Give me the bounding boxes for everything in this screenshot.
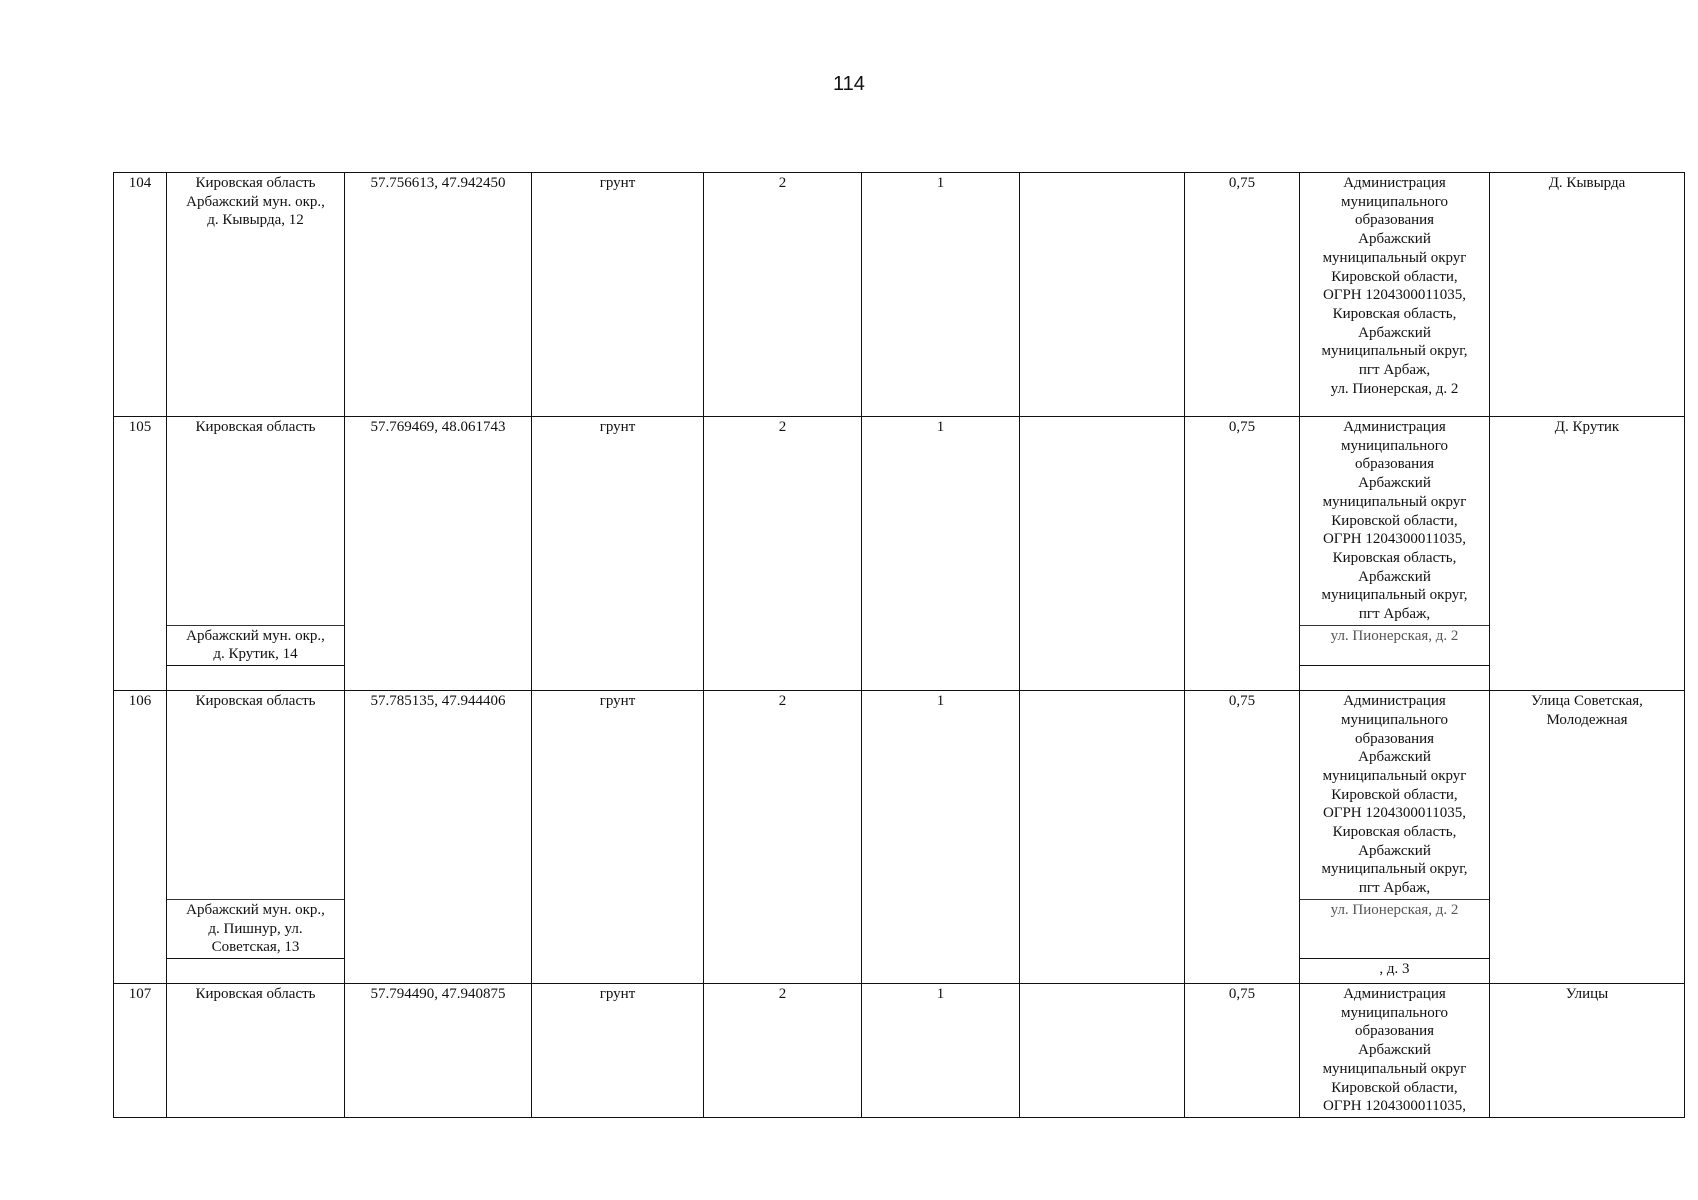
served-area-text: Улица Советская, Молодежная — [1531, 693, 1643, 728]
address-text: Арбажский мун. окр., д. Крутик, 14 — [186, 627, 325, 663]
row-number: 107 — [114, 983, 167, 1117]
address-cell — [167, 899, 345, 958]
owner-cell — [1300, 691, 1490, 900]
owner-text: Администрация муниципального образования Арбажский муниципальный округ Кировской области, ОГРН 1204300011035, Кировская область, Арбажский муниципальный округ, пгт Арбаж, — [1321, 419, 1468, 623]
address-cell — [167, 625, 345, 665]
row-number: 104 — [114, 173, 167, 417]
empty-cell — [1020, 417, 1185, 691]
surface-cell: грунт — [532, 691, 704, 984]
count-cell: 2 — [704, 691, 862, 984]
owner-text: Администрация муниципального образования Арбажский муниципальный округ Кировской области, ОГРН 1204300011035, Кировская область, Арбажский муниципальный округ, пгт Арбаж, — [1321, 693, 1468, 897]
served-area-cell — [1490, 691, 1685, 984]
empty-cell — [1020, 691, 1185, 984]
count-cell: 2 — [704, 983, 862, 1117]
volume-cell: 0,75 — [1185, 173, 1300, 417]
table-row-104 — [114, 173, 1685, 417]
served-area-cell — [1490, 173, 1685, 417]
owner-cell — [1300, 173, 1490, 417]
owner-cell: ул. Пионерская, д. 2 — [1300, 625, 1490, 665]
count-cell: 1 — [862, 173, 1020, 417]
owner-text: Администрация муниципального образования Арбажский муниципальный округ Кировской области, ОГРН 1204300011035, — [1322, 985, 1467, 1115]
owner-cell — [1300, 983, 1490, 1117]
served-area-text: Д. Кывырда — [1548, 175, 1626, 191]
coordinates-cell: 57.756613, 47.942450 — [345, 173, 532, 417]
volume-cell: 0,75 — [1185, 983, 1300, 1117]
served-area-text: Д. Крутик — [1554, 419, 1620, 435]
served-area-cell — [1490, 417, 1685, 691]
count-cell: 1 — [862, 983, 1020, 1117]
row-number: 106 — [114, 691, 167, 984]
coordinates-cell: 57.785135, 47.944406 — [345, 691, 532, 984]
volume-cell: 0,75 — [1185, 691, 1300, 984]
count-cell: 1 — [862, 417, 1020, 691]
address-cell: Кировская область — [167, 417, 345, 626]
served-area-cell: Улицы — [1490, 983, 1685, 1117]
empty-cell — [167, 958, 345, 983]
table-row-107 — [114, 983, 1685, 1117]
surface-cell: грунт — [532, 417, 704, 691]
registry-table — [113, 172, 1685, 1118]
empty-cell — [1020, 173, 1185, 417]
surface-cell: грунт — [532, 173, 704, 417]
owner-cell: ул. Пионерская, д. 2 — [1300, 899, 1490, 958]
row-number: 105 — [114, 417, 167, 691]
owner-text: Администрация муниципального образования Арбажский муниципальный округ Кировской области, ОГРН 1204300011035, Кировская область, Арбажский муниципальный округ, пгт Арбаж, ул. Пионерская, д. 2 — [1321, 175, 1468, 397]
count-cell: 2 — [704, 417, 862, 691]
volume-cell: 0,75 — [1185, 417, 1300, 691]
empty-cell — [1300, 666, 1490, 691]
table-row-105 — [114, 417, 1685, 626]
count-cell: 1 — [862, 691, 1020, 984]
empty-cell — [1020, 983, 1185, 1117]
empty-cell — [167, 666, 345, 691]
owner-cell: , д. 3 — [1300, 958, 1490, 983]
address-cell: Кировская область — [167, 983, 345, 1117]
owner-cell — [1300, 417, 1490, 626]
address-cell — [167, 173, 345, 417]
coordinates-cell: 57.769469, 48.061743 — [345, 417, 532, 691]
table-row-106 — [114, 691, 1685, 900]
address-text: Арбажский мун. окр., д. Пишнур, ул. Советская, 13 — [186, 901, 325, 956]
coordinates-cell: 57.794490, 47.940875 — [345, 983, 532, 1117]
address-text: Кировская область Арбажский мун. окр., д. Кывырда, 12 — [186, 175, 325, 229]
address-cell: Кировская область — [167, 691, 345, 900]
page-number: 114 — [833, 73, 865, 95]
count-cell: 2 — [704, 173, 862, 417]
surface-cell: грунт — [532, 983, 704, 1117]
